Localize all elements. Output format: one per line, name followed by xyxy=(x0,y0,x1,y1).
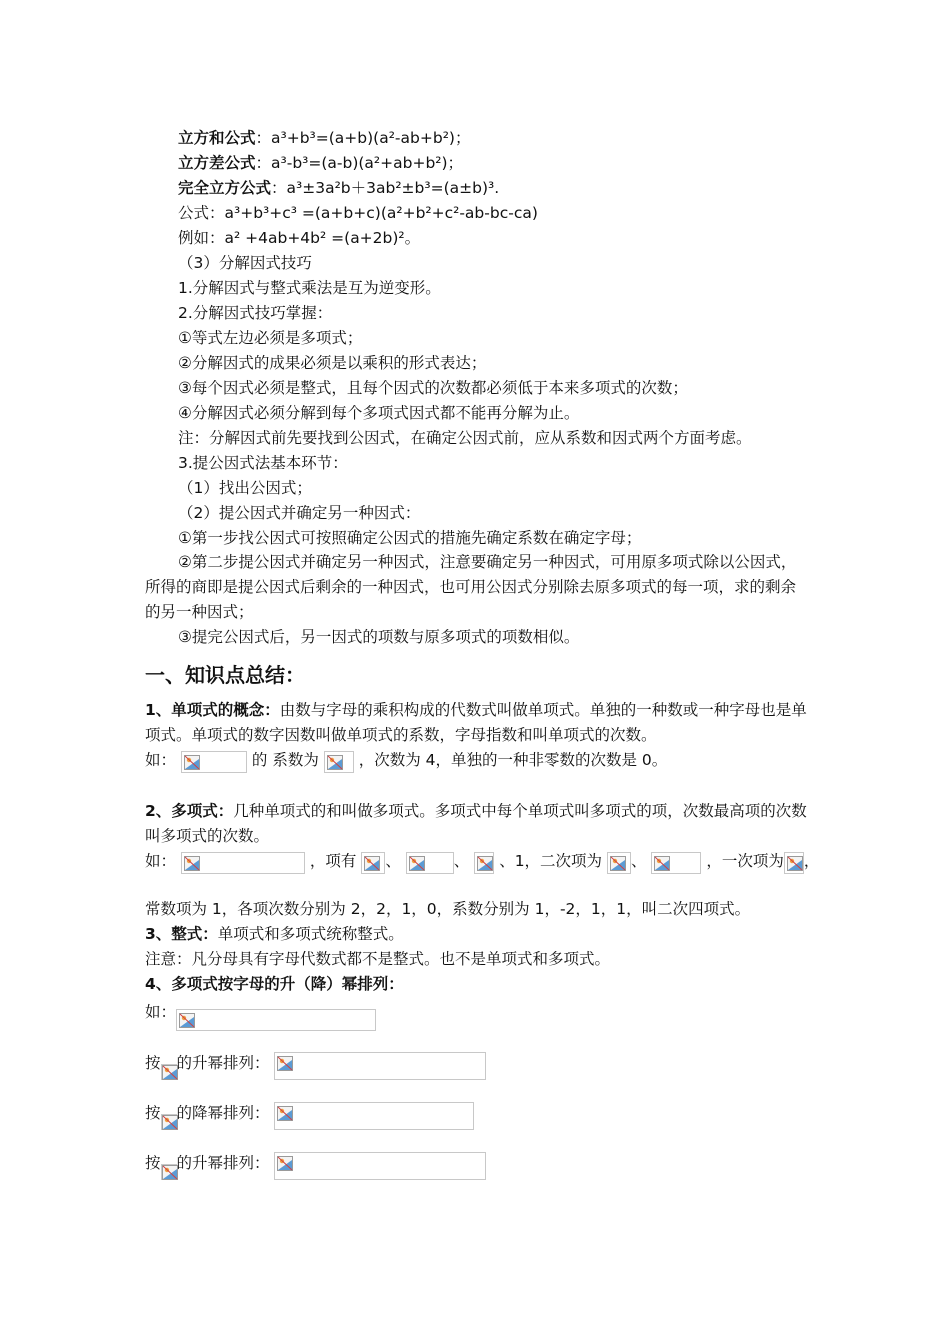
polynomial-label: 2、多项式： xyxy=(145,802,234,820)
cube-sum-line xyxy=(178,128,470,148)
step-2: （2）提公因式并确定另一种因式： xyxy=(178,504,421,522)
broken-image-icon xyxy=(787,856,803,871)
general-formula: 公式：a³+b³+c³ =(a+b+c)(a²+b²+c²-ab-bc-ca) xyxy=(178,204,538,222)
technique-item-1: 1.分解因式与整式乘法是互为逆变形。 xyxy=(178,279,441,297)
descending-order-row xyxy=(145,1102,474,1130)
broken-image-icon xyxy=(477,856,493,871)
formula-image xyxy=(607,852,631,874)
example-text: ，次数为 4，单独的一种非零数的次数是 0。 xyxy=(358,751,668,769)
row-label: 的降幂排列： xyxy=(176,1104,270,1122)
detail-2: ②第二步提公因式并确定另一种因式，注意要确定另一种因式，可用原多项式除以公因式，所得的商即是提公因式后剩余的一种因式，也可用公因式分别除去原多项式的每一项，求的剩余的另一种因式； xyxy=(145,553,797,621)
broken-image-icon xyxy=(277,1106,293,1121)
techniques-heading: （3）分解因式技巧 xyxy=(178,254,312,272)
formula-image xyxy=(181,751,247,773)
formula-image xyxy=(176,1009,376,1031)
technique-item-2: 2.分解因式技巧掌握： xyxy=(178,304,333,322)
integer-definition: 单项式和多项式统称整式。 xyxy=(217,925,404,943)
formula-image xyxy=(651,852,701,874)
example-text: 的 系数为 xyxy=(251,751,319,769)
example-prefix: 如： xyxy=(145,751,177,769)
separator: 、 xyxy=(453,852,470,870)
row-label: 的升幂排列： xyxy=(176,1154,270,1172)
formula-image xyxy=(361,852,385,874)
ordering-heading xyxy=(145,974,404,994)
broken-image-icon xyxy=(162,1165,178,1180)
condition-2: ②分解因式的成果必须是以乘积的形式表达； xyxy=(178,354,487,372)
monomial-label: 1、单项式的概念： xyxy=(145,701,280,719)
condition-1: ①等式左边必须是多项式； xyxy=(178,329,363,347)
formula-image xyxy=(161,1114,177,1130)
row-label: 的升幂排列： xyxy=(176,1054,270,1072)
technique-item-3: 3.提公因式法基本环节： xyxy=(178,454,348,472)
ordering-example xyxy=(145,1002,376,1031)
cube-sum-formula: ：a³+b³=(a+b)(a²-ab+b²)； xyxy=(255,129,471,147)
technique-note: 注：分解因式前先要找到公因式，在确定公因式前，应从系数和因式两个方面考虑。 xyxy=(178,429,752,447)
ascending-order-row-2 xyxy=(145,1152,486,1180)
example-text: ，项有 xyxy=(309,852,357,870)
ordering-label: 4、多项式按字母的升（降）幂排列： xyxy=(145,975,404,993)
full-cube-line xyxy=(178,178,499,198)
full-cube-formula: ：a³±3a²b＋3ab²±b³=(a±b)³. xyxy=(271,179,500,197)
detail-3: ③提完公因式后，另一因式的项数与原多项式的项数相似。 xyxy=(178,628,580,646)
step-1: （1）找出公因式； xyxy=(178,479,312,497)
condition-4: ④分解因式必须分解到每个多项式因式都不能再分解为止。 xyxy=(178,404,580,422)
example-prefix: 如： xyxy=(145,852,177,870)
polynomial-definition: 几种单项式的和叫做多项式。多项式中每个单项式叫多项式的项，次数最高项的次数叫多项式的次数。 xyxy=(145,802,807,845)
broken-image-icon xyxy=(184,856,200,871)
broken-image-icon xyxy=(162,1115,178,1130)
polynomial-example xyxy=(145,851,819,874)
formula-image xyxy=(161,1164,177,1180)
cube-diff-label: 立方差公式 xyxy=(178,154,256,172)
separator: ， xyxy=(803,852,820,870)
separator: 、 xyxy=(631,852,647,870)
separator: 、 xyxy=(385,852,401,870)
broken-image-icon xyxy=(654,856,670,871)
polynomial-summary: 常数项为 1，各项次数分别为 2，2，1，0，系数分别为 1，-2，1，1，叫二次四项式。 xyxy=(145,900,751,918)
formula-image xyxy=(161,1064,177,1080)
monomial-example xyxy=(145,750,667,773)
example-prefix: 如： xyxy=(145,1003,177,1021)
row-prefix: 按 xyxy=(145,1154,161,1172)
integer-expression-line xyxy=(145,924,404,944)
polynomial-paragraph xyxy=(145,799,810,849)
section-title: 一、知识点总结： xyxy=(145,663,305,687)
integer-label: 3、整式： xyxy=(145,925,218,943)
cube-sum-label: 立方和公式 xyxy=(178,129,256,147)
formula-image xyxy=(181,852,305,874)
condition-3: ③每个因式必须是整式，且每个因式的次数都必须低于本来多项式的次数； xyxy=(178,379,688,397)
broken-image-icon xyxy=(277,1156,293,1171)
full-cube-label: 完全立方公式 xyxy=(178,179,272,197)
formula-image xyxy=(274,1052,486,1080)
broken-image-icon xyxy=(327,755,343,770)
formula-image xyxy=(474,852,494,874)
cube-diff-formula: ：a³-b³=(a-b)(a²+ab+b²)； xyxy=(255,154,464,172)
broken-image-icon xyxy=(179,1013,195,1028)
integer-note: 注意：凡分母具有字母代数式都不是整式。也不是单项式和多项式。 xyxy=(145,950,611,968)
broken-image-icon xyxy=(277,1056,293,1071)
monomial-paragraph xyxy=(145,698,810,748)
ascending-order-row xyxy=(145,1052,486,1080)
row-prefix: 按 xyxy=(145,1054,161,1072)
formula-image xyxy=(324,751,354,773)
formula-image xyxy=(784,852,804,874)
example-text: 、1，二次项为 xyxy=(499,852,603,870)
formula-image xyxy=(406,852,454,874)
broken-image-icon xyxy=(184,755,200,770)
formula-image xyxy=(274,1152,486,1180)
example-text: ，一次项为 xyxy=(706,852,784,870)
row-prefix: 按 xyxy=(145,1104,161,1122)
broken-image-icon xyxy=(162,1065,178,1080)
cube-diff-line xyxy=(178,153,463,173)
broken-image-icon xyxy=(364,856,380,871)
example-formula: 例如：a² +4ab+4b² =(a+2b)²。 xyxy=(178,229,421,247)
broken-image-icon xyxy=(409,856,425,871)
monomial-definition: 由数与字母的乘积构成的代数式叫做单项式。单独的一种数或一种字母也是单项式。单项式的数字因数叫做单项式的系数，字母指数和叫单项式的次数。 xyxy=(145,701,807,744)
formula-image xyxy=(274,1102,474,1130)
detail-1: ①第一步找公因式可按照确定公因式的措施先确定系数在确定字母； xyxy=(178,529,642,547)
broken-image-icon xyxy=(610,856,626,871)
